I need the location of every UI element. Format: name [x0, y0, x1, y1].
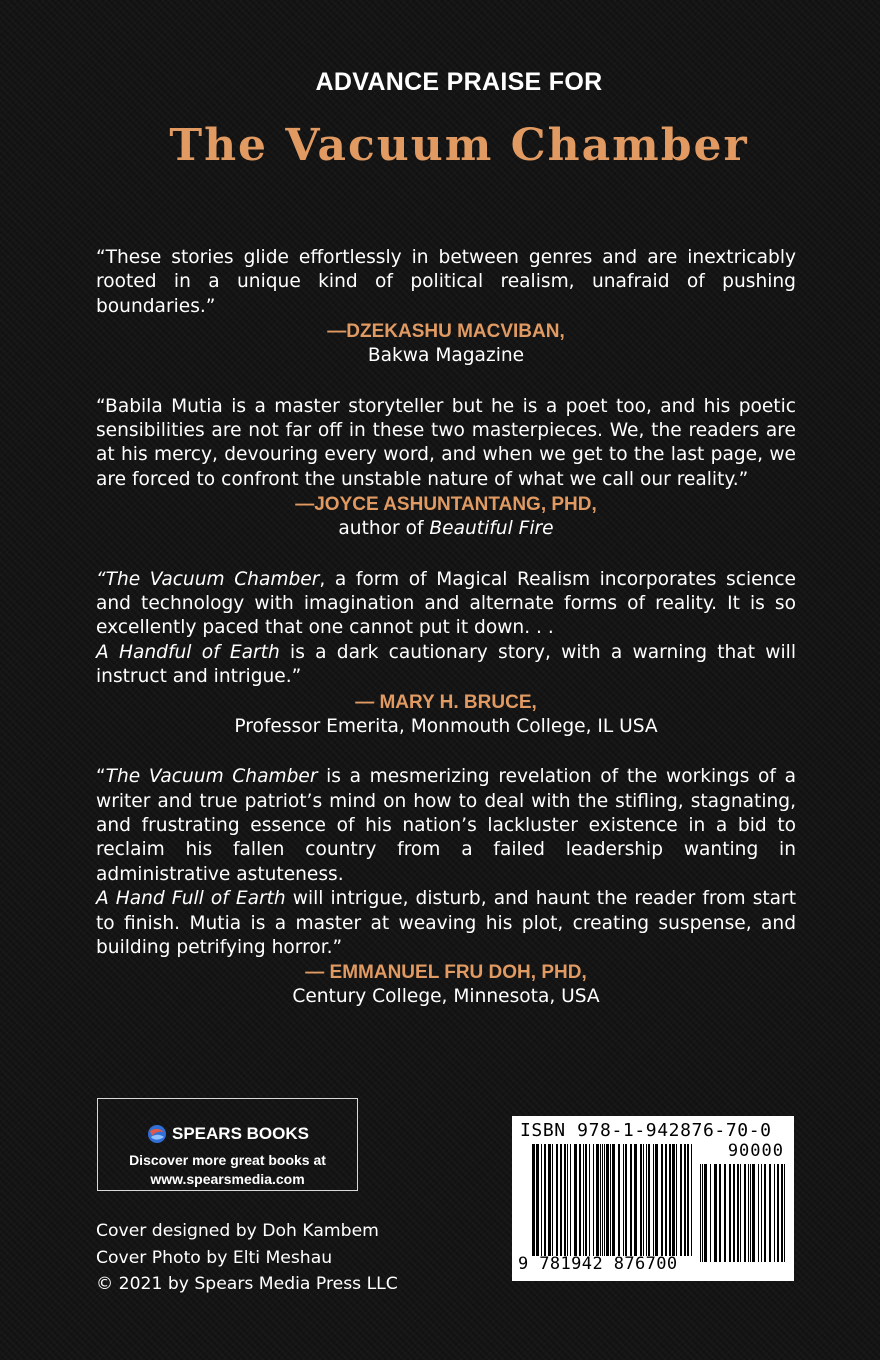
italic-title-text: “The Vacuum Chamber [96, 568, 320, 590]
barcode-bar [737, 1164, 739, 1262]
barcode-bar [761, 1164, 762, 1262]
barcode-bar [655, 1144, 658, 1256]
italic-title-text: The Vacuum Chamber [105, 766, 318, 788]
credit-copyright: © 2021 by Spears Media Press LLC [96, 1274, 398, 1294]
review-block [96, 395, 796, 542]
text-run: “Babila Mutia is a master storyteller but he is a poet too, and his poetic sensibilities are not far off in these two masterpieces. We, the readers are at his mercy, devouring every word, and when we get to the last page, we are forced to confront the unstable nature of what we call our reality.” [96, 395, 796, 490]
reviewer-name: — EMMANUEL FRU DOH, PHD, [305, 962, 587, 984]
barcode-bar [740, 1164, 741, 1262]
review-block [96, 568, 796, 739]
barcode-bar [781, 1164, 783, 1262]
text-run: is a mesmerizing revelation of the workings of a writer and true patriot’s mind on how to deal with the stifling, stagnating, and frustrating essence of his nation’s lackluster existence in a bid to reclaim his fallen country from a failed leadership wanting in administrative astuteness. [96, 766, 796, 885]
text-run: Century College, Minnesota, USA [292, 986, 600, 1008]
barcode-bar [719, 1164, 721, 1262]
publisher-tagline: Discover more great books at [129, 1152, 326, 1168]
barcode-bar [710, 1164, 711, 1262]
text-run: Professor Emerita, Monmouth College, IL USA [234, 715, 658, 737]
text-run: Bakwa Magazine [367, 345, 525, 367]
text-run: is a dark cautionary story, with a warning that will instruct and intrigue.” [96, 641, 796, 688]
barcode-bar [556, 1144, 558, 1256]
barcode-bar [623, 1144, 624, 1256]
barcode-bar [777, 1164, 779, 1262]
barcode-bar [606, 1144, 609, 1256]
italic-title-text: Beautiful Fire [429, 518, 554, 540]
book-title: The Vacuum Chamber [169, 120, 749, 171]
text-run: “These stories glide effortlessly in between genres and are inextricably rooted in a unique kind of political realism, unafraid of pushing boundaries.” [96, 247, 796, 317]
barcode-bar [593, 1144, 594, 1256]
barcode-bar [552, 1144, 553, 1256]
barcode-bar [570, 1144, 571, 1256]
barcode-bar [752, 1164, 755, 1262]
barcode-bar [665, 1144, 667, 1256]
barcode-bar [661, 1144, 663, 1256]
reviewer-name: —DZEKASHU MACVIBAN, [327, 321, 565, 343]
barcode-bar [574, 1144, 577, 1256]
ean-digits: 9 781942 876700 [518, 1254, 678, 1274]
barcode-bar [774, 1164, 775, 1262]
text-run: “ [96, 766, 106, 788]
review-quote [96, 395, 796, 493]
barcode-bar [560, 1144, 562, 1256]
isbn-text: ISBN 978-1-942876-70-0 [520, 1120, 772, 1141]
barcode-bar [634, 1144, 637, 1256]
barcode-bar [567, 1144, 568, 1256]
review-quote [96, 568, 796, 690]
credits-block [96, 1218, 398, 1298]
barcode-bar [714, 1164, 717, 1262]
barcode-bar [750, 1164, 751, 1262]
praise-kicker: ADVANCE PRAISE FOR [315, 68, 603, 96]
barcode-bar [676, 1144, 677, 1256]
text-run: author of [338, 518, 430, 540]
barcode-bar [589, 1144, 590, 1256]
barcode-bar [700, 1164, 701, 1262]
barcode-bar [583, 1144, 584, 1256]
barcode-bar [600, 1144, 601, 1256]
barcode-bar [684, 1144, 686, 1256]
text-run: will intrigue, disturb, and haunt the reader from start to finish. Mutia is a master at weaving his plot, creating suspense, and building petrifying horror.” [96, 888, 796, 958]
review-block [96, 765, 796, 1010]
review-block [96, 246, 796, 369]
ean-barcode-bars [532, 1144, 692, 1272]
credit-photo: Cover Photo by Elti Meshau [96, 1247, 333, 1268]
barcode-bar [669, 1144, 671, 1256]
price-code: 90000 [727, 1141, 784, 1161]
barcode-bar [764, 1164, 766, 1262]
barcode-bar [618, 1144, 620, 1256]
barcode-bar [729, 1164, 731, 1262]
barcode-bar [672, 1144, 675, 1256]
publisher-name: SPEARS BOOKS [172, 1124, 309, 1143]
barcode-bar [579, 1144, 581, 1256]
review-quote [96, 765, 796, 960]
barcode-bar [610, 1144, 611, 1256]
barcode-bar [541, 1144, 542, 1256]
barcode-bar [604, 1144, 605, 1256]
reviewer-affiliation [96, 344, 796, 368]
barcode-bar [564, 1144, 566, 1256]
barcode-bar [536, 1144, 539, 1256]
barcode-bar [646, 1144, 647, 1256]
barcode-bar [648, 1144, 650, 1256]
barcode-bar [625, 1144, 627, 1256]
barcode-bar [769, 1164, 771, 1262]
barcode-bar [691, 1144, 692, 1256]
barcode-bar [758, 1164, 759, 1262]
spears-globe-logo-icon [146, 1123, 168, 1145]
credit-designer: Cover designed by Doh Kambem [96, 1221, 379, 1241]
barcode-bar [596, 1144, 599, 1256]
reviewer-name: — MARY H. BRUCE, [355, 691, 537, 713]
reviewer-affiliation [96, 517, 796, 541]
barcode-bar [733, 1164, 735, 1262]
price-barcode-bars [700, 1164, 786, 1268]
italic-title-text: A Hand Full of Earth [96, 888, 286, 910]
barcode-bar [744, 1164, 746, 1262]
barcode-bar [643, 1144, 644, 1256]
barcode-bar [640, 1144, 642, 1256]
barcode-bar [548, 1144, 551, 1256]
reviews-section [96, 246, 796, 1036]
barcode-bar [702, 1164, 703, 1262]
barcode-bar [602, 1144, 603, 1256]
barcode-bar [532, 1144, 535, 1256]
publisher-logo-row [98, 1123, 357, 1145]
review-quote [96, 246, 796, 319]
barcode-bar [585, 1144, 587, 1256]
barcode-bar [544, 1144, 546, 1256]
barcode-bar [653, 1144, 654, 1256]
barcode-bar [724, 1164, 726, 1262]
barcode-bar [687, 1144, 689, 1256]
barcode-bar [704, 1164, 707, 1262]
barcode-bar [612, 1144, 615, 1256]
barcode-bar [784, 1164, 785, 1262]
reviewer-name: —JOYCE ASHUNTANTANG, PHD, [295, 494, 597, 516]
italic-title-text: A Handful of Earth [96, 641, 280, 663]
text-run: , a form of Magical Realism incorporates science and technology with imagination and alternate forms of reality. It is so excellently paced that one cannot put it down. . . [96, 568, 796, 639]
reviewer-affiliation [96, 985, 796, 1009]
barcode-bar [630, 1144, 632, 1256]
isbn-barcode [512, 1116, 794, 1281]
publisher-website: www.spearsmedia.com [150, 1171, 305, 1187]
publisher-box [97, 1098, 358, 1191]
reviewer-affiliation [96, 715, 796, 739]
barcode-bar [680, 1144, 682, 1256]
barcode-bar [748, 1164, 749, 1262]
